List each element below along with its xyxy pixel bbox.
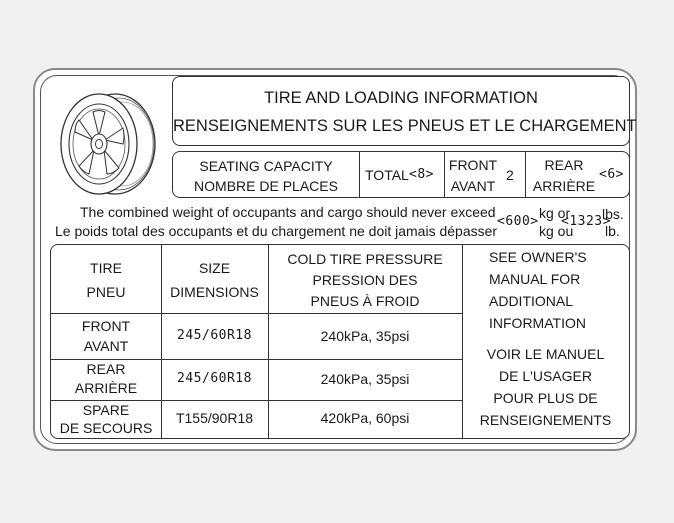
header-pressure-2: PRESSION DES xyxy=(312,272,418,288)
note-en-line-1: SEE OWNER'S xyxy=(489,249,587,265)
tire-placard xyxy=(33,68,637,451)
seating-capacity-fr: NOMBRE DE PLACES xyxy=(194,178,338,194)
title-box xyxy=(172,76,637,146)
note-fr-line-3: POUR PLUS DE xyxy=(493,390,598,406)
front-value: 2 xyxy=(506,167,514,183)
total-value: <8> xyxy=(409,167,434,182)
header-tire-fr: PNEU xyxy=(86,284,126,300)
row-front-size: 245/60R18 xyxy=(177,328,252,343)
title-fr: RENSEIGNEMENTS SUR LES PNEUS ET LE CHARGEMENT xyxy=(173,117,637,135)
note-fr-line-1: VOIR LE MANUEL xyxy=(486,346,605,362)
seating-capacity-en: SEATING CAPACITY xyxy=(199,158,333,174)
row-spare-size: T155/90R18 xyxy=(175,410,254,426)
row-rear-size: 245/60R18 xyxy=(177,371,252,386)
header-pressure-3: PNEUS À FROID xyxy=(310,293,420,309)
row-front-pressure: 240kPa, 35psi xyxy=(320,328,410,344)
note-fr-line-2: DE L'USAGER xyxy=(499,368,592,384)
weight-kg-unit-fr: kg ou xyxy=(539,223,574,239)
weight-statement-en: The combined weight of occupants and cargo should never exceed xyxy=(80,204,496,220)
weight-lbs-value: <1323> xyxy=(561,214,611,229)
header-size-fr: DIMENSIONS xyxy=(170,284,259,300)
tire-table xyxy=(50,244,630,439)
note-fr-line-4: RENSEIGNEMENTS xyxy=(479,412,612,428)
tire-wheel-icon xyxy=(53,88,165,200)
row-spare-pressure: 420kPa, 60psi xyxy=(320,410,410,426)
front-label-en: FRONT xyxy=(448,157,498,173)
note-en-line-2: MANUAL FOR xyxy=(489,271,581,287)
row-rear-pressure: 240kPa, 35psi xyxy=(320,371,410,387)
weight-kg-unit-en: kg or xyxy=(539,205,571,221)
title-en: TIRE AND LOADING INFORMATION xyxy=(264,89,538,107)
row-spare-label-fr: DE SECOURS xyxy=(59,420,153,436)
weight-lbs-unit-fr: lb. xyxy=(605,223,620,239)
weight-kg-value: <600> xyxy=(497,214,539,229)
note-en-line-4: INFORMATION xyxy=(489,315,586,331)
row-rear-label-en: REAR xyxy=(86,361,126,377)
rear-label-en: REAR xyxy=(544,157,584,173)
weight-lbs-unit-en: lbs. xyxy=(602,206,624,222)
row-front-label-fr: AVANT xyxy=(83,338,129,354)
row-spare-label-en: SPARE xyxy=(82,402,130,418)
row-rear-label-fr: ARRIÈRE xyxy=(74,380,138,396)
note-en-line-3: ADDITIONAL xyxy=(489,293,574,309)
rear-label-fr: ARRIÈRE xyxy=(532,178,596,194)
header-pressure-1: COLD TIRE PRESSURE xyxy=(287,251,443,267)
header-size-en: SIZE xyxy=(198,260,231,276)
header-tire-en: TIRE xyxy=(90,260,122,276)
total-label: TOTAL xyxy=(365,167,409,183)
row-front-label-en: FRONT xyxy=(81,318,131,334)
front-label-fr: AVANT xyxy=(450,178,496,194)
rear-value: <6> xyxy=(599,167,624,182)
weight-statement-fr: Le poids total des occupants et du chargement ne doit jamais dépasser xyxy=(55,223,498,239)
seating-box xyxy=(172,151,630,198)
